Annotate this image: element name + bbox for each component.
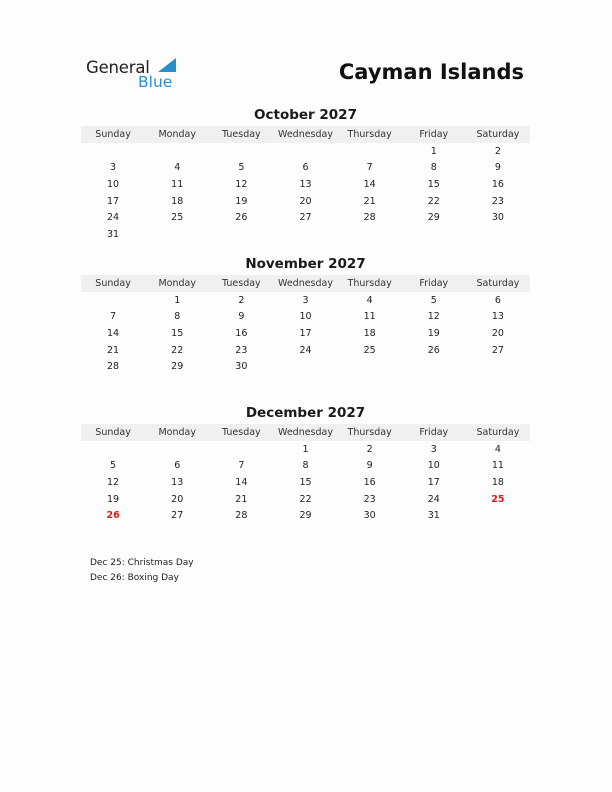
day-cell: 26 xyxy=(427,344,440,356)
week-row xyxy=(81,491,530,508)
day-cell: 5 xyxy=(238,162,245,174)
week-row xyxy=(81,342,530,359)
week-row xyxy=(81,441,530,458)
day-cell: 19 xyxy=(235,195,248,207)
day-cell: 1 xyxy=(430,145,437,157)
logo-general-text: General xyxy=(86,58,150,77)
holiday-note: Dec 25: Christmas Day xyxy=(90,558,194,568)
month-october xyxy=(81,107,530,243)
weekday-header: Monday xyxy=(145,126,209,143)
day-cell xyxy=(209,143,273,160)
day-cell: 8 xyxy=(302,460,309,472)
day-cell xyxy=(338,143,402,160)
day-cell: 12 xyxy=(235,178,248,190)
day-cell: 6 xyxy=(174,460,181,472)
weekday-header: Monday xyxy=(145,424,209,441)
week-row xyxy=(81,160,530,177)
day-cell: 9 xyxy=(238,311,245,323)
day-cell: 1 xyxy=(174,294,181,306)
weekday-header: Thursday xyxy=(338,126,402,143)
day-cell: 12 xyxy=(107,476,120,488)
day-cell xyxy=(402,358,466,375)
day-cell: 9 xyxy=(494,162,501,174)
day-cell: 10 xyxy=(427,460,440,472)
weekday-header: Friday xyxy=(402,126,466,143)
day-cell: 1 xyxy=(302,443,309,455)
week-row xyxy=(81,458,530,475)
day-cell: 30 xyxy=(363,510,376,522)
day-cell: 17 xyxy=(107,195,120,207)
day-cell: 16 xyxy=(235,327,248,339)
day-cell: 2 xyxy=(366,443,373,455)
day-cell: 25 xyxy=(491,493,505,505)
day-cell xyxy=(145,143,209,160)
week-row xyxy=(81,292,530,309)
day-cell: 19 xyxy=(427,327,440,339)
month-title: October 2027 xyxy=(254,107,357,123)
day-cell: 29 xyxy=(299,510,312,522)
day-cell: 7 xyxy=(238,460,245,472)
day-cell: 17 xyxy=(427,476,440,488)
day-cell: 16 xyxy=(491,178,504,190)
day-cell: 23 xyxy=(491,195,504,207)
day-cell: 27 xyxy=(171,510,184,522)
country-title: Cayman Islands xyxy=(338,60,524,84)
day-cell: 10 xyxy=(107,178,120,190)
day-cell: 24 xyxy=(299,344,312,356)
day-cell: 16 xyxy=(363,476,376,488)
day-cell: 5 xyxy=(110,460,117,472)
day-cell: 17 xyxy=(299,327,312,339)
day-cell: 24 xyxy=(427,493,440,505)
day-cell: 22 xyxy=(427,195,440,207)
week-row xyxy=(81,209,530,226)
day-cell: 26 xyxy=(235,212,248,224)
weekday-header: Saturday xyxy=(466,275,530,292)
day-cell: 29 xyxy=(171,361,184,373)
week-row xyxy=(81,226,530,243)
weekday-header: Wednesday xyxy=(273,126,337,143)
day-cell: 10 xyxy=(299,311,312,323)
day-cell xyxy=(209,226,273,243)
day-cell: 11 xyxy=(491,460,504,472)
day-cell xyxy=(338,358,402,375)
week-row xyxy=(81,143,530,160)
calendar-table xyxy=(81,424,530,524)
day-cell: 13 xyxy=(491,311,504,323)
day-cell xyxy=(273,358,337,375)
day-cell: 7 xyxy=(366,162,373,174)
day-cell xyxy=(402,226,466,243)
day-cell: 26 xyxy=(106,510,120,522)
weekday-header: Tuesday xyxy=(209,275,273,292)
day-cell: 23 xyxy=(235,344,248,356)
day-cell: 2 xyxy=(494,145,501,157)
day-cell: 8 xyxy=(174,311,181,323)
day-cell: 28 xyxy=(235,510,248,522)
day-cell: 3 xyxy=(430,443,437,455)
day-cell: 4 xyxy=(174,162,181,174)
day-cell: 15 xyxy=(427,178,440,190)
day-cell: 15 xyxy=(299,476,312,488)
day-cell xyxy=(273,143,337,160)
weekday-header: Saturday xyxy=(466,424,530,441)
day-cell: 27 xyxy=(299,212,312,224)
day-cell: 18 xyxy=(171,195,184,207)
holiday-note: Dec 26: Boxing Day xyxy=(90,573,179,583)
day-cell xyxy=(338,226,402,243)
day-cell: 4 xyxy=(494,443,501,455)
day-cell: 29 xyxy=(427,212,440,224)
day-cell: 28 xyxy=(107,361,120,373)
week-row xyxy=(81,325,530,342)
day-cell: 4 xyxy=(366,294,373,306)
day-cell: 23 xyxy=(363,493,376,505)
day-cell: 24 xyxy=(107,212,120,224)
day-cell: 14 xyxy=(107,327,120,339)
day-cell: 30 xyxy=(235,361,248,373)
day-cell xyxy=(145,441,209,458)
day-cell: 6 xyxy=(302,162,309,174)
day-cell: 20 xyxy=(171,493,184,505)
month-title: December 2027 xyxy=(245,405,366,421)
week-row xyxy=(81,176,530,193)
weekday-header: Sunday xyxy=(81,275,145,292)
month-december xyxy=(81,405,530,524)
weekday-header: Tuesday xyxy=(209,424,273,441)
day-cell: 22 xyxy=(171,344,184,356)
day-cell: 18 xyxy=(491,476,504,488)
day-cell: 21 xyxy=(107,344,120,356)
weekday-header: Tuesday xyxy=(209,126,273,143)
week-row xyxy=(81,193,530,210)
day-cell xyxy=(145,226,209,243)
month-title: November 2027 xyxy=(245,256,366,272)
day-cell: 28 xyxy=(363,212,376,224)
day-cell: 3 xyxy=(302,294,309,306)
day-cell: 12 xyxy=(427,311,440,323)
day-cell: 11 xyxy=(171,178,184,190)
month-november xyxy=(81,256,530,375)
logo-blue-text: Blue xyxy=(138,73,173,91)
day-cell xyxy=(466,507,530,524)
day-cell: 21 xyxy=(363,195,376,207)
day-cell: 21 xyxy=(235,493,248,505)
day-cell: 8 xyxy=(430,162,437,174)
day-cell xyxy=(81,143,145,160)
day-cell: 9 xyxy=(366,460,373,472)
weekday-header: Monday xyxy=(145,275,209,292)
day-cell xyxy=(466,226,530,243)
weekday-header: Wednesday xyxy=(273,275,337,292)
weekday-header: Wednesday xyxy=(273,424,337,441)
weekday-header: Sunday xyxy=(81,424,145,441)
day-cell: 19 xyxy=(107,493,120,505)
day-cell: 13 xyxy=(299,178,312,190)
weekday-header: Saturday xyxy=(466,126,530,143)
day-cell: 5 xyxy=(430,294,437,306)
day-cell: 27 xyxy=(491,344,504,356)
day-cell xyxy=(81,292,145,309)
day-cell: 3 xyxy=(110,162,117,174)
day-cell: 15 xyxy=(171,327,184,339)
week-row xyxy=(81,474,530,491)
weekday-header: Thursday xyxy=(338,275,402,292)
general-blue-logo xyxy=(86,56,186,92)
day-cell: 18 xyxy=(363,327,376,339)
calendar-table xyxy=(81,126,530,243)
day-cell: 20 xyxy=(299,195,312,207)
day-cell: 22 xyxy=(299,493,312,505)
day-cell xyxy=(466,358,530,375)
day-cell: 6 xyxy=(494,294,501,306)
calendar-table xyxy=(81,275,530,375)
day-cell: 7 xyxy=(110,311,117,323)
day-cell: 2 xyxy=(238,294,245,306)
day-cell xyxy=(209,441,273,458)
week-row xyxy=(81,358,530,375)
week-row xyxy=(81,309,530,326)
day-cell xyxy=(81,441,145,458)
holiday-notes xyxy=(90,556,194,586)
day-cell: 20 xyxy=(491,327,504,339)
day-cell: 31 xyxy=(427,510,440,522)
day-cell: 13 xyxy=(171,476,184,488)
day-cell: 30 xyxy=(491,212,504,224)
day-cell xyxy=(273,226,337,243)
weekday-header: Friday xyxy=(402,424,466,441)
logo-triangle-icon xyxy=(158,58,176,72)
day-cell: 31 xyxy=(107,228,120,240)
weekday-header: Friday xyxy=(402,275,466,292)
day-cell: 14 xyxy=(363,178,376,190)
day-cell: 25 xyxy=(171,212,184,224)
week-row xyxy=(81,507,530,524)
weekday-header: Sunday xyxy=(81,126,145,143)
weekday-header: Thursday xyxy=(338,424,402,441)
day-cell: 11 xyxy=(363,311,376,323)
day-cell: 14 xyxy=(235,476,248,488)
day-cell: 25 xyxy=(363,344,376,356)
